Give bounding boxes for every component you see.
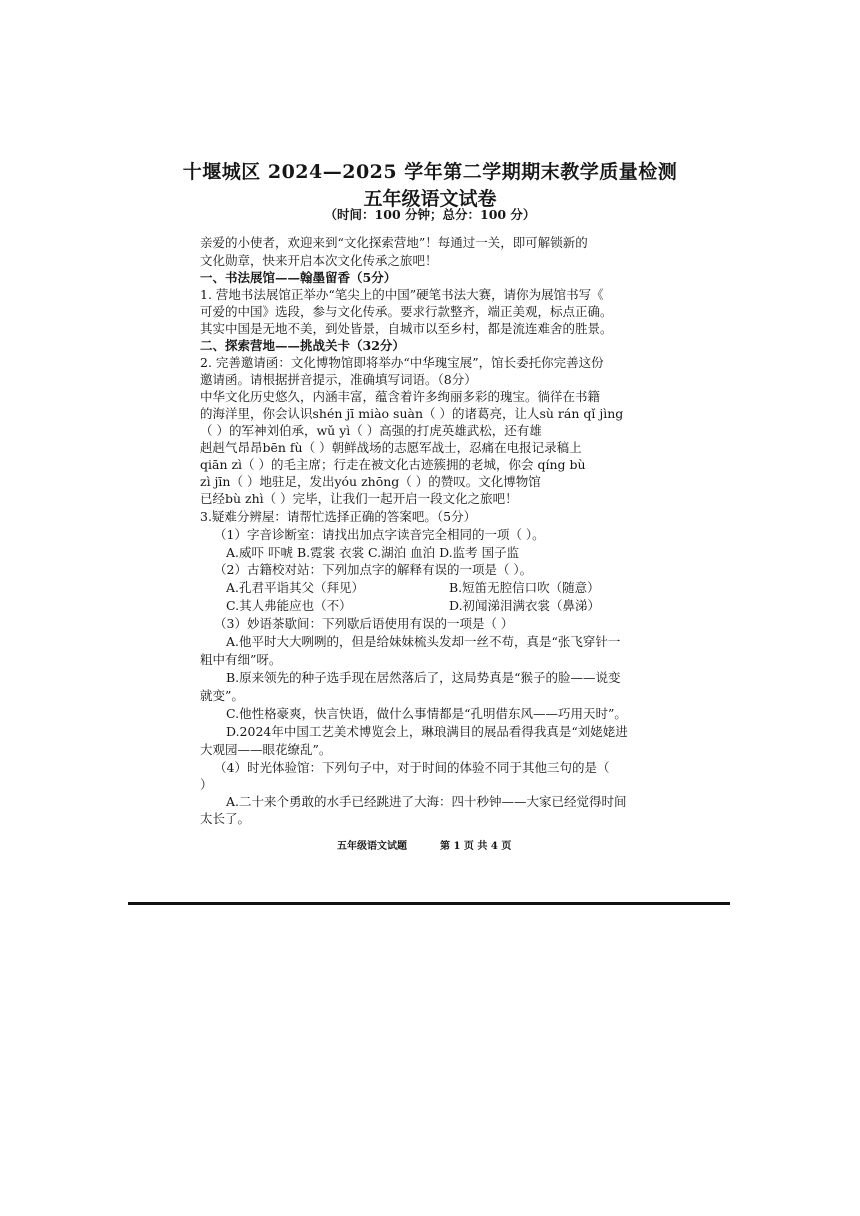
text-line: A.二十来个勇敢的水手已经跳进了大海：四十秒钟——大家已经觉得时间 — [226, 794, 627, 809]
text-line: ） — [200, 777, 213, 792]
footer-page-number: 第 1 页 共 4 页 — [440, 841, 512, 852]
text-line: 文化勋章，快来开启本次文化传承之旅吧！ — [200, 253, 438, 268]
footer-subject: 五年级语文试题 — [337, 841, 407, 852]
text-line: 的海洋里，你会认识shén jī miào suàn（ ）的诸葛亮，让人sù rán qǐ jìng — [200, 406, 624, 421]
text-line: A.威吓 吓唬 B.霓裳 衣裳 C.湖泊 血泊 D.监考 国子监 — [226, 545, 520, 560]
text-line: B.原来领先的种子选手现在居然落后了，这局势真是“猴子的脸——说变 — [226, 670, 621, 685]
text-line: C.其人弗能应也（不） — [226, 598, 352, 613]
text-line: （2）古籍校对站：下列加点字的解释有误的一项是（ ）。 — [214, 562, 533, 577]
text-line: 中华文化历史悠久，内涵丰富，蕴含着许多绚丽多彩的瑰宝。徜徉在书籍 — [200, 389, 601, 404]
text-line: 一、书法展馆——翰墨留香（5分） — [200, 270, 397, 285]
text-line: 1. 营地书法展馆正举办“笔尖上的中国”硬笔书法大赛，请你为展馆书写《 — [200, 287, 604, 302]
exam-time-score: （时间：100 分钟；总分：100 分） — [324, 207, 536, 222]
text-line: B.短笛无腔信口吹（随意） — [449, 580, 600, 595]
text-line: D.2024年中国工艺美术博览会上，琳琅满目的展品看得我真是“刘姥姥进 — [226, 724, 628, 739]
text-line: zì jīn（ ）地驻足，发出yóu zhōng（ ）的赞叹。文化博物馆 — [200, 474, 541, 489]
text-line: 大观园——眼花缭乱”。 — [200, 742, 332, 757]
text-line: 其实中国是无地不美，到处皆景，自城市以至乡村，都是流连难舍的胜景。 — [200, 321, 613, 336]
text-line: （1）字音诊断室：请找出加点字读音完全相同的一项（ ）。 — [214, 527, 545, 542]
text-line: 亲爱的小使者，欢迎来到“文化探索营地”！每通过一关，即可解锁新的 — [200, 235, 588, 250]
page-divider — [128, 902, 730, 905]
exam-title: 十堰城区 2024—2025 学年第二学期期末教学质量检测 — [182, 161, 678, 183]
text-line: （ ）的军神刘伯承，wǔ yì（ ）高强的打虎英雄武松，还有雄 — [200, 423, 542, 438]
exam-subtitle: 五年级语文试卷 — [363, 188, 497, 210]
text-line: 太长了。 — [200, 811, 251, 826]
text-line: 二、探索营地——挑战关卡（32分） — [200, 338, 405, 353]
text-line: A.他平时大大咧咧的，但是给妹妹梳头发却一丝不苟，真是“张飞穿针一 — [226, 634, 621, 649]
text-line: 已经bù zhì（ ）完毕，让我们一起开启一段文化之旅吧！ — [200, 491, 518, 506]
text-line: A.孔君平诣其父（拜见） — [226, 580, 365, 595]
text-line: 赳赳气昂昂bēn fù（ ）朝鲜战场的志愿军战士，忍痛在电报记录稿上 — [200, 440, 582, 455]
text-line: 可爱的中国》选段，参与文化传承。要求行款整齐，端正美观，标点正确。 — [200, 304, 613, 319]
text-line: qiān zì（ ）的毛主席；行走在被文化古迹簇拥的老城，你会 qíng bù — [200, 457, 586, 472]
text-line: 2. 完善邀请函：文化博物馆即将举办“中华瑰宝展”，馆长委托你完善这份 — [200, 355, 604, 370]
text-line: 粗中有细”呀。 — [200, 652, 282, 667]
text-line: D.初闻涕泪满衣裳（鼻涕） — [449, 598, 601, 613]
text-line: 就变”。 — [200, 688, 244, 703]
text-line: （4）时光体验馆：下列句子中，对于时间的体验不同于其他三句的是（ — [214, 760, 610, 775]
text-line: 邀请函。请根据拼音提示，准确填写词语。（8分） — [200, 372, 477, 387]
text-line: （3）妙语茶歇间：下列歇后语使用有误的一项是（ ） — [214, 616, 514, 631]
text-line: 3.疑难分辨屋：请帮忙选择正确的答案吧。（5分） — [200, 509, 477, 524]
text-line: C.他性格豪爽，快言快语，做什么事情都是“孔明借东风——巧用天时”。 — [226, 706, 627, 721]
